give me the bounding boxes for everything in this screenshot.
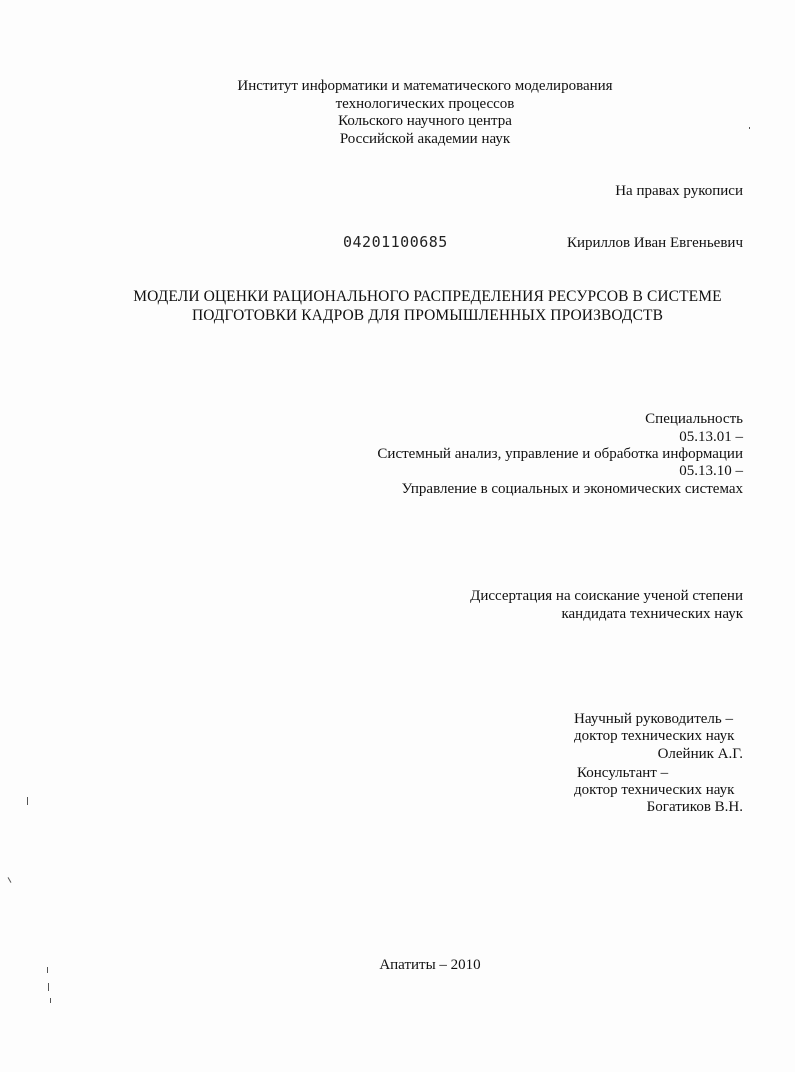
specialty-code-2: 05.13.10 – xyxy=(679,463,743,479)
dissertation-title-line-2: ПОДГОТОВКИ КАДРОВ ДЛЯ ПРОМЫШЛЕННЫХ ПРОИЗВОДСТВ xyxy=(191,307,664,324)
scan-speck xyxy=(47,967,48,973)
dissertation-degree-line-1: Диссертация на соискание ученой степени xyxy=(470,588,743,604)
institution-line-2: технологических процессов xyxy=(335,96,515,112)
dissertation-title-line-1: МОДЕЛИ ОЦЕНКИ РАЦИОНАЛЬНОГО РАСПРЕДЕЛЕНИЯ РЕСУРСОВ В СИСТЕМЕ xyxy=(133,288,722,305)
scan-speck xyxy=(50,998,51,1003)
dissertation-degree-line-2: кандидата технических наук xyxy=(561,606,743,622)
consultant-name: Богатиков В.Н. xyxy=(646,799,743,815)
supervisor-role: Научный руководитель – xyxy=(574,711,733,727)
specialty-code-1: 05.13.01 – xyxy=(679,429,743,445)
consultant-role: Консультант – xyxy=(577,765,669,781)
specialty-name-2: Управление в социальных и экономических системах xyxy=(401,481,743,497)
scan-speck xyxy=(8,877,12,883)
supervisor-name: Олейник А.Г. xyxy=(657,746,743,762)
specialty-label: Специальность xyxy=(645,411,743,427)
specialty-name-1: Системный анализ, управление и обработка информации xyxy=(377,446,743,462)
registration-number-stamp: 04201100685 xyxy=(343,233,448,251)
manuscript-note: На правах рукописи xyxy=(615,183,743,199)
scan-speck xyxy=(27,797,28,805)
institution-line-1: Институт информатики и математического моделирования xyxy=(237,78,613,94)
consultant-degree: доктор технических наук xyxy=(574,782,735,798)
scan-speck xyxy=(749,127,750,129)
institution-line-4: Российской академии наук xyxy=(339,131,511,147)
place-year: Апатиты – 2010 xyxy=(379,957,481,973)
supervisor-degree: доктор технических наук xyxy=(574,728,735,744)
author-name: Кириллов Иван Евгеньевич xyxy=(566,235,743,251)
institution-line-3: Кольского научного центра xyxy=(338,113,512,129)
scan-speck xyxy=(48,983,49,991)
